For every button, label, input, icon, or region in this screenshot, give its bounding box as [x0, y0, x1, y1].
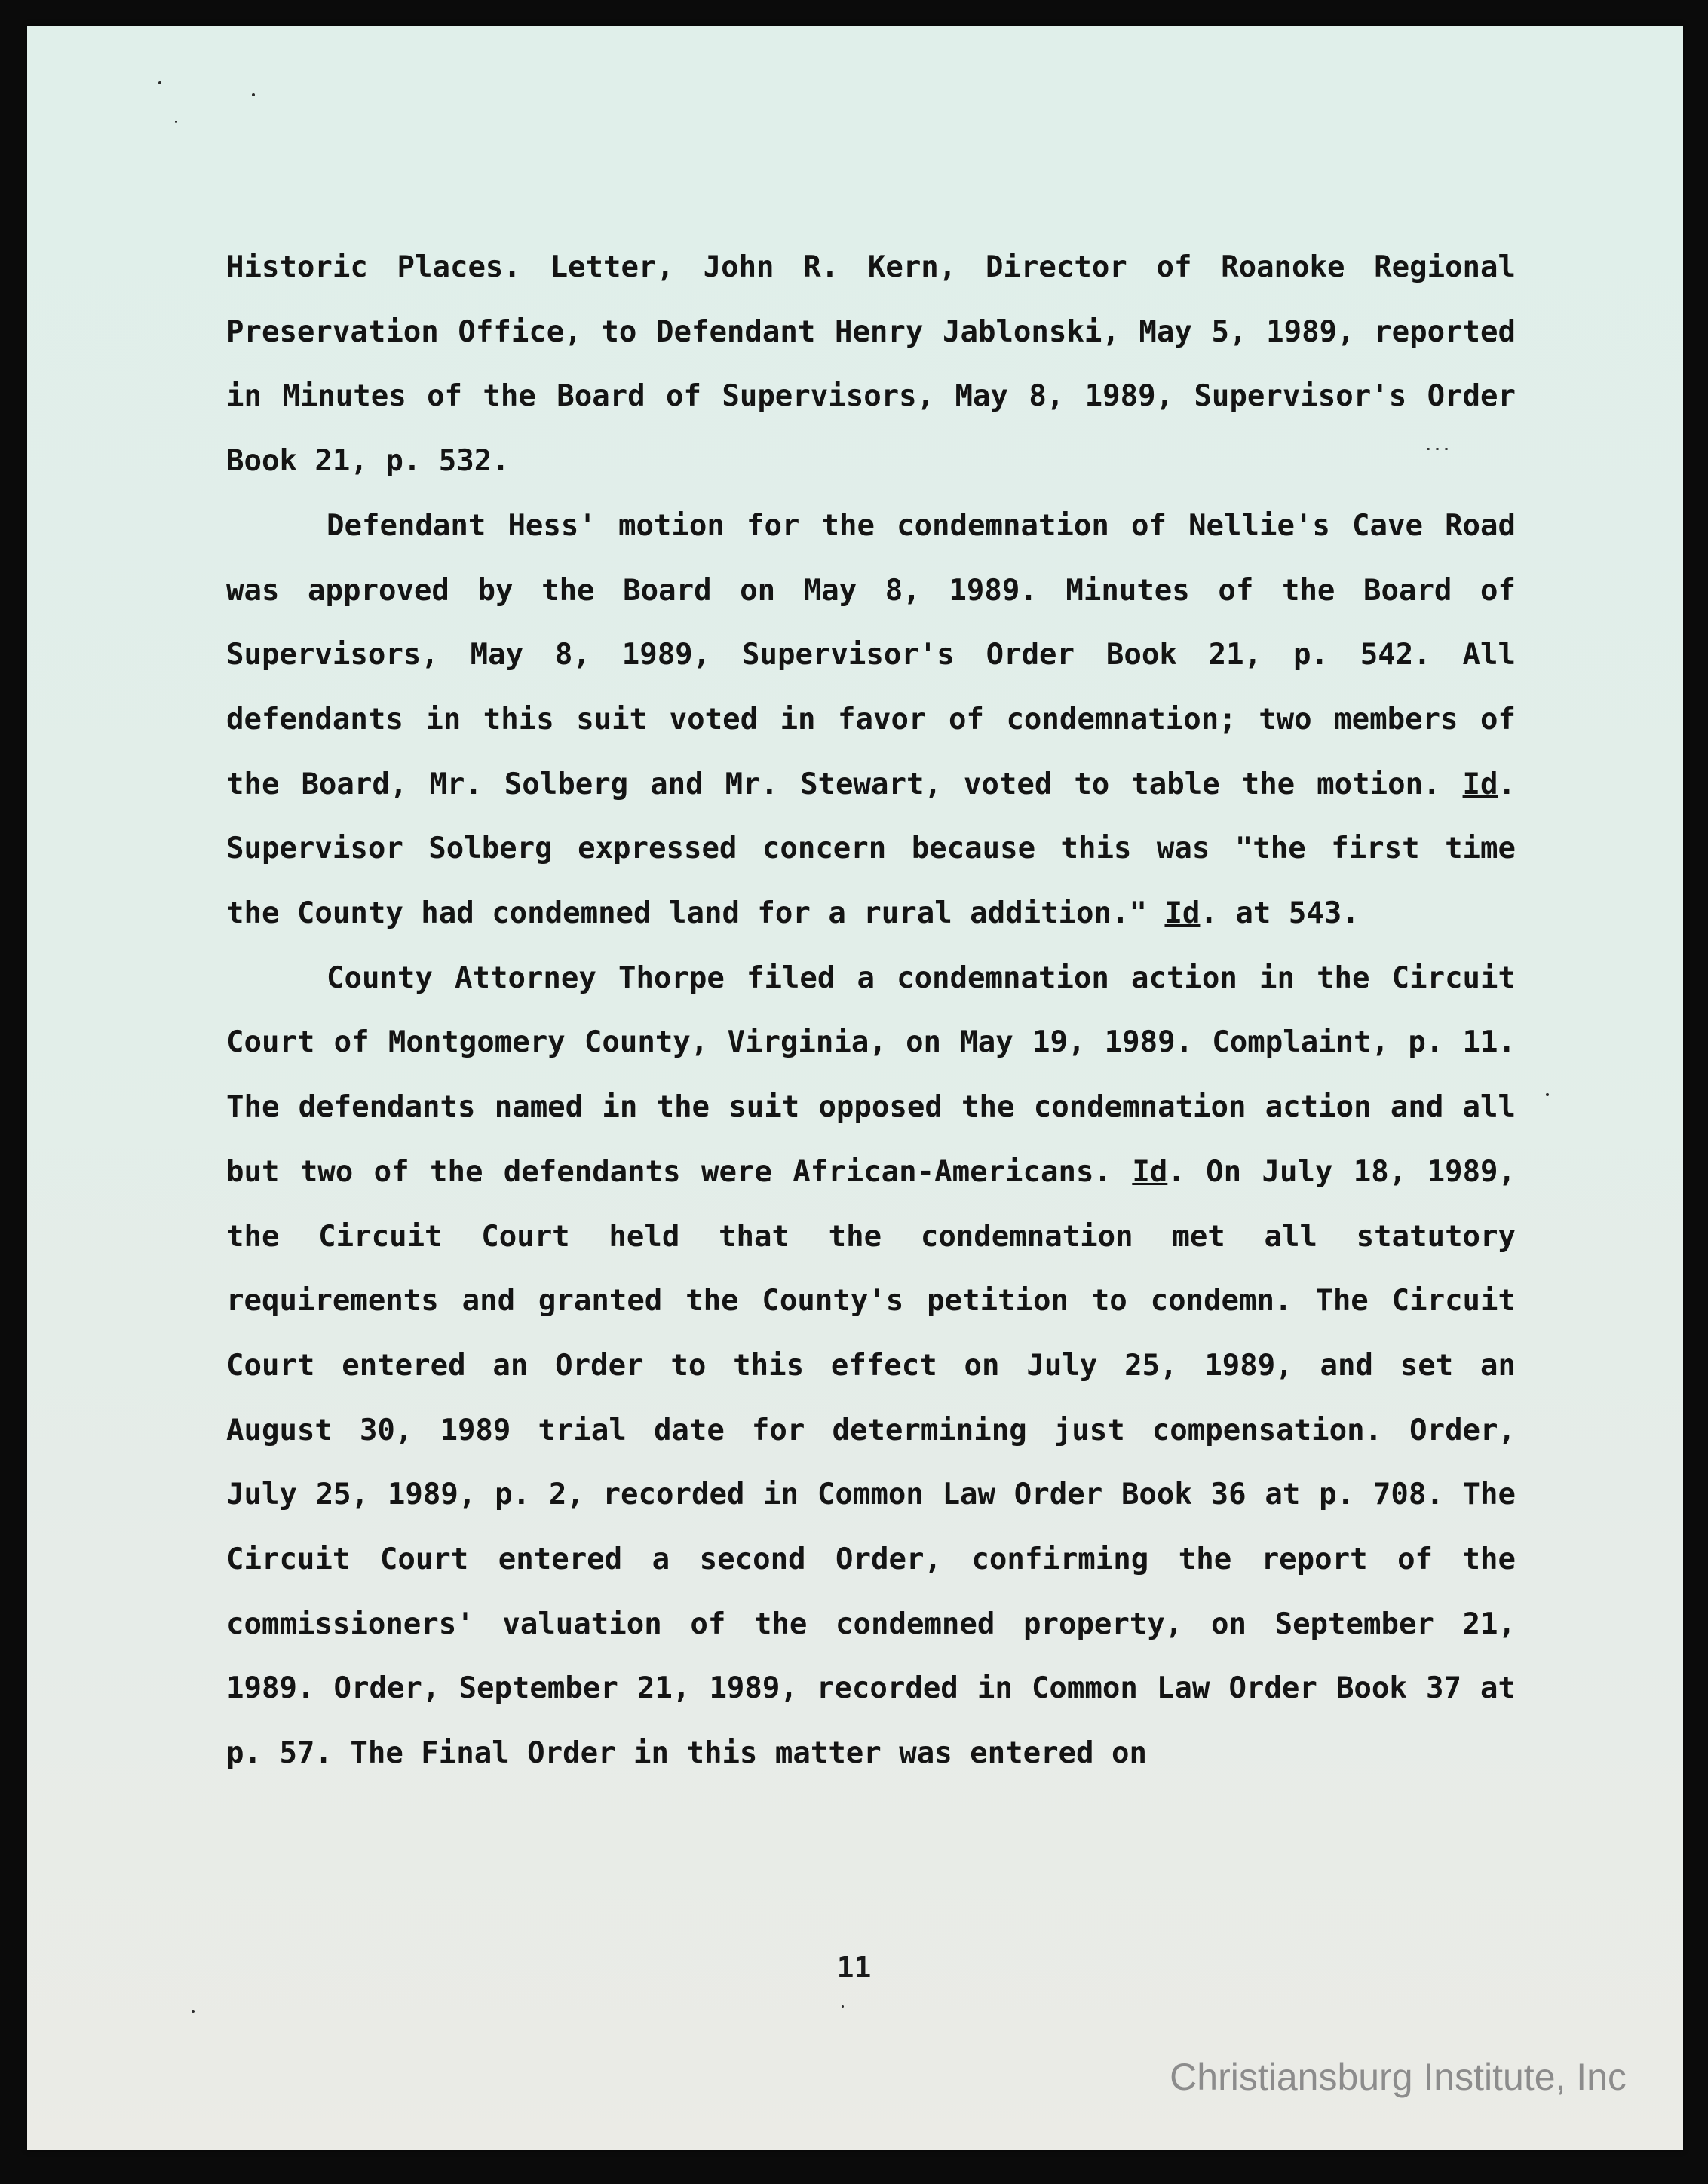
citation-id: Id [1132, 1154, 1168, 1189]
citation-id: Id [1462, 767, 1498, 801]
speck-mark [158, 81, 161, 84]
paragraph-text: Historic Places. Letter, John R. Kern, Director of Roanoke Regional Preservation Office, to Defendant Henry Jablonski, May 5, 1989, reported in Minutes of the Board of Supervisors, May 8, 1989, Supervisor's Order Book 21, p. 532. [226, 250, 1516, 479]
paragraph-text: . On July 18, 1989, the Circuit Court held that the condemnation met all statutory requirements and granted the County's petition to condemn. The Circuit Court entered an Order to this effect on July 25, 1989, and set an August 30, 1989 trial date for determining just compensation. Order, July 25, 1989, p. 2, recorded in Common Law Order Book 36 at p. 708. The Circuit Court entered a second Order, confirming the report of the commissioners' valuation of the condemned property, on September 21, 1989. Order, September 21, 1989, recorded in Common Law Order Book 37 at p. 57. The Final Order in this matter was entered on [226, 1154, 1516, 1771]
paragraph-text: . at 543. [1200, 896, 1360, 931]
speck-mark [1546, 1093, 1549, 1096]
speck-mark [175, 121, 177, 123]
speck-mark [192, 2010, 195, 2013]
body-paragraph [226, 235, 1516, 494]
speck-mark [842, 2005, 844, 2008]
paragraph-text: County Attorney Thorpe filed a condemnation action in the Circuit Court of Montgomery County, Virginia, on May 19, 1989. Complaint, p. 11. The defendants named in the suit opposed the condemnation action and all but two of the defendants were African-Americans. [226, 960, 1516, 1189]
page-number: 11 [836, 1951, 872, 1984]
body-paragraph [226, 946, 1516, 1786]
body-paragraph [226, 494, 1516, 946]
document-body [226, 235, 1516, 1786]
paragraph-text: Defendant Hess' motion for the condemnation of Nellie's Cave Road was approved by the Board on May 8, 1989. Minutes of the Board of Supervisors, May 8, 1989, Supervisor's Order Book 21, p. 542. All defendants in this suit voted in favor of condemnation; two members of the Board, Mr. Solberg and Mr. Stewart, voted to table the motion. [226, 508, 1516, 801]
paragraph-text: . Supervisor Solberg expressed concern because this was "the first time the County had condemned land for a rural addition." [226, 767, 1516, 931]
speck-mark [252, 93, 255, 96]
citation-id: Id [1164, 896, 1201, 931]
watermark-text: Christiansburg Institute, Inc [1170, 2056, 1627, 2098]
